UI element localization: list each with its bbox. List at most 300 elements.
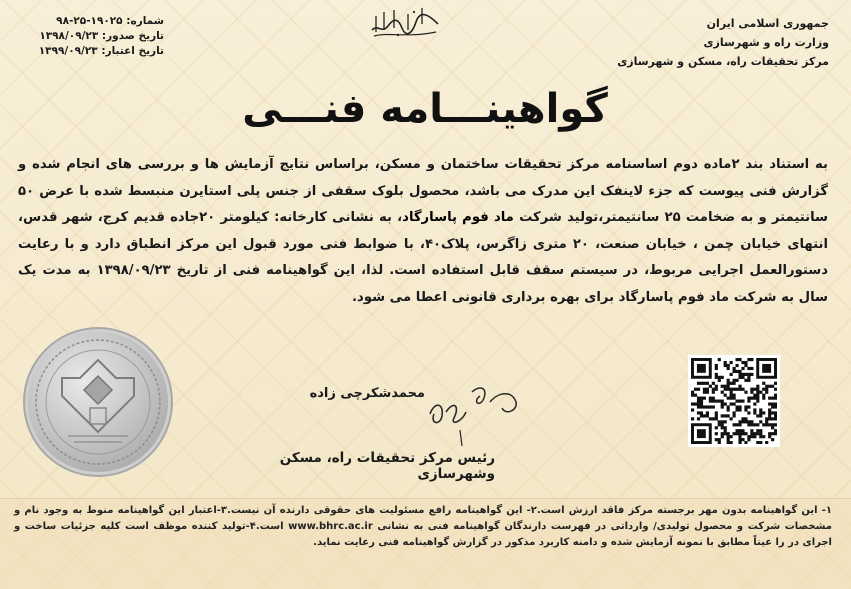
qr-module <box>771 385 774 388</box>
qr-module <box>700 402 703 405</box>
qr-module <box>700 382 703 385</box>
footer-notes: ۱- این گواهینامه بدون مهر برجسته مرکز فاقد ارزش است.۲- این گواهینامه رافع مسئولیت های حقوقی دارنده آن نیست.۳-اعتبار این گواهینامه منوط به وجود نام و مشخصات شرکت و محصول تولیدی/ وارداتی در فهرست دارندگان گواهینامه فنی به نشانی www.bhrc.ac.ir است.۴-تولید کننده موظف است کلیه جزئیات ساخت و اجرای در را عیناً مطابق با نمونه آزمایش شده و دامنه کاربرد مذکور در گزارش گواهینامه فنی رعایت نماید. <box>14 505 832 548</box>
qr-module <box>718 441 721 444</box>
meta-number <box>14 14 164 29</box>
qr-module <box>730 373 733 376</box>
qr-module <box>741 400 744 403</box>
qr-module <box>744 441 747 444</box>
issuer-block <box>599 14 829 71</box>
qr-module <box>771 397 774 400</box>
qr-module <box>774 394 777 397</box>
qr-module <box>738 429 741 432</box>
qr-module <box>747 438 750 441</box>
qr-module <box>724 364 727 367</box>
qr-module <box>727 438 730 441</box>
qr-module <box>753 432 756 435</box>
qr-module <box>738 373 741 376</box>
qr-module <box>700 397 703 400</box>
qr-module <box>712 417 715 420</box>
qr-module <box>747 405 750 408</box>
qr-module <box>741 373 744 376</box>
qr-module <box>756 414 759 417</box>
qr-module <box>756 441 759 444</box>
qr-module <box>709 417 712 420</box>
body-text-part2: ، به نشانی کارخانه: کیلومتر ۲۰جاده قدیم کرج، شهر قدس، انتهای خیابان چمن ، خیابان صنعت، ۲۰ متری زاگرس، پلاک۴۰، با ضوابط فنی مورد قبول این مرکز انطباق دارد و با رعایت دستورالعمل اجرایی مربوط، در سیستم سقف قابل استفاده است. لذا، این گواهینامه فنی از تاریخ ۱۳۹۸/۰۹/۲۳ به مدت یک سال به شرکت ماد فوم پاسارگاد برای بهره برداری قانونی اعطا می شود. <box>18 210 828 305</box>
qr-module <box>733 367 736 370</box>
qr-module <box>721 414 724 417</box>
qr-module <box>721 435 724 438</box>
qr-module <box>750 397 753 400</box>
meta-issue-date <box>14 29 164 44</box>
qr-module <box>721 391 724 394</box>
issuer-line-center: مرکز تحقیقات راه، مسکن و شهرسازی <box>617 55 829 68</box>
qr-module <box>718 420 721 423</box>
qr-module <box>733 423 736 426</box>
qr-module <box>718 438 721 441</box>
qr-module <box>730 402 733 405</box>
qr-module <box>738 376 741 379</box>
qr-module <box>771 432 774 435</box>
qr-module <box>709 405 712 408</box>
qr-module <box>753 435 756 438</box>
qr-module <box>727 408 730 411</box>
seal-emblem-icon <box>28 332 168 472</box>
qr-module <box>771 402 774 405</box>
qr-module <box>703 388 706 391</box>
qr-module <box>759 435 762 438</box>
qr-module <box>715 388 718 391</box>
embossed-seal <box>28 332 168 472</box>
meta-issue-label: تاریخ صدور: <box>101 30 164 42</box>
qr-module <box>727 405 730 408</box>
qr-module <box>691 417 694 420</box>
qr-module <box>735 400 738 403</box>
qr-module <box>744 408 747 411</box>
qr-module <box>730 435 733 438</box>
qr-module <box>738 420 741 423</box>
qr-module <box>741 388 744 391</box>
meta-number-value: ۱۹۰۲۵-۲۵-۹۸ <box>56 15 123 27</box>
qr-module <box>694 388 697 391</box>
qr-module <box>703 405 706 408</box>
qr-module <box>765 441 768 444</box>
qr-module <box>724 420 727 423</box>
qr-module <box>715 411 718 414</box>
qr-module <box>753 411 756 414</box>
qr-module <box>727 367 730 370</box>
meta-issue-value: ۱۳۹۸/۰۹/۲۳ <box>39 30 99 42</box>
qr-module <box>762 397 765 400</box>
qr-module <box>724 361 727 364</box>
qr-module <box>738 358 741 361</box>
qr-module <box>735 408 738 411</box>
qr-module <box>733 414 736 417</box>
qr-module <box>741 420 744 423</box>
qr-module <box>712 388 715 391</box>
qr-module <box>700 405 703 408</box>
qr-module <box>756 385 759 388</box>
qr-module <box>715 364 718 367</box>
qr-module <box>735 429 738 432</box>
qr-module <box>738 438 741 441</box>
qr-module <box>718 376 721 379</box>
qr-module <box>750 432 753 435</box>
qr-module <box>768 423 771 426</box>
qr-module <box>747 400 750 403</box>
qr-module <box>747 420 750 423</box>
qr-module <box>771 417 774 420</box>
qr-module <box>747 379 750 382</box>
qr-module <box>774 432 777 435</box>
qr-module <box>735 379 738 382</box>
qr-module <box>738 408 741 411</box>
qr-module <box>706 382 709 385</box>
qr-module <box>738 435 741 438</box>
qr-module <box>768 408 771 411</box>
qr-module <box>741 417 744 420</box>
qr-module <box>744 379 747 382</box>
qr-module <box>735 405 738 408</box>
qr-module <box>753 402 756 405</box>
qr-module <box>730 394 733 397</box>
qr-module <box>718 400 721 403</box>
qr-module <box>697 405 700 408</box>
qr-module <box>756 391 759 394</box>
qr-module <box>733 382 736 385</box>
qr-module <box>744 417 747 420</box>
qr-module <box>735 364 738 367</box>
qr-module <box>730 441 733 444</box>
qr-module <box>762 411 765 414</box>
qr-module <box>750 388 753 391</box>
qr-module <box>724 402 727 405</box>
qr-module <box>741 432 744 435</box>
qr-module <box>715 426 718 429</box>
qr-module <box>715 432 718 435</box>
company-name: ماد فوم پاسارگاد <box>402 210 514 225</box>
qr-module <box>744 364 747 367</box>
qr-module <box>753 408 756 411</box>
qr-module <box>768 411 771 414</box>
qr-module <box>712 405 715 408</box>
qr-module <box>697 411 700 414</box>
qr-module <box>765 391 768 394</box>
qr-module <box>706 411 709 414</box>
qr-module <box>747 367 750 370</box>
qr-module <box>768 414 771 417</box>
qr-module <box>709 400 712 403</box>
qr-module <box>750 373 753 376</box>
qr-module <box>774 405 777 408</box>
qr-module <box>735 358 738 361</box>
qr-module <box>771 411 774 414</box>
meta-valid-label: تاریخ اعتبار: <box>101 45 164 57</box>
qr-module <box>733 370 736 373</box>
signer-title: رئیس مرکز تحقیقات راه، مسکن وشهرسازی <box>279 450 495 482</box>
qr-module <box>730 361 733 364</box>
qr-module <box>759 391 762 394</box>
qr-module <box>750 358 753 361</box>
qr-module <box>750 391 753 394</box>
qr-module <box>697 382 700 385</box>
qr-module <box>750 423 753 426</box>
qr-module <box>703 414 706 417</box>
qr-module <box>709 397 712 400</box>
qr-module <box>738 400 741 403</box>
qr-module <box>774 402 777 405</box>
qr-module <box>712 400 715 403</box>
qr-module <box>691 391 694 394</box>
qr-module <box>727 379 730 382</box>
qr-module <box>774 429 777 432</box>
qr-module <box>691 402 694 405</box>
qr-module <box>733 388 736 391</box>
qr-module <box>727 435 730 438</box>
qr-module <box>724 432 727 435</box>
qr-module <box>721 402 724 405</box>
qr-code-icon <box>691 358 777 444</box>
qr-module <box>762 388 765 391</box>
qr-module <box>741 429 744 432</box>
qr-module <box>709 385 712 388</box>
qr-module <box>727 388 730 391</box>
qr-module <box>694 402 697 405</box>
qr-module <box>735 423 738 426</box>
qr-module <box>715 414 718 417</box>
issuer-line-country: جمهوری اسلامی ایران <box>706 17 829 30</box>
qr-module <box>768 432 771 435</box>
qr-module <box>730 388 733 391</box>
meta-number-label: شماره: <box>126 15 164 27</box>
qr-finder-pattern <box>697 364 706 373</box>
qr-module <box>721 423 724 426</box>
qr-module <box>753 397 756 400</box>
qr-module <box>724 388 727 391</box>
qr-module <box>733 394 736 397</box>
qr-module <box>747 423 750 426</box>
qr-module <box>697 402 700 405</box>
qr-module <box>738 370 741 373</box>
body-text-part1: به استناد بند ۲ماده دوم اساسنامه مرکز تحقیقات ساختمان و مسکن، براساس نتایج آزمایش ها و بررسی های انجام شده و گزارش فنی پیوست که جزء لاینفک این مدرک می باشد، محصول بلوک سقفی از جنس پلی استایرن منبسط شده با عرض ۵۰ سانتیمتر و به ضخامت ۲۵ سانتیمتر،تولید شرکت <box>18 157 828 225</box>
certificate-meta <box>14 14 164 59</box>
qr-module <box>765 423 768 426</box>
meta-valid-date <box>14 44 164 59</box>
qr-module <box>727 432 730 435</box>
qr-module <box>691 408 694 411</box>
qr-module <box>727 385 730 388</box>
qr-module <box>712 382 715 385</box>
qr-module <box>759 420 762 423</box>
qr-module <box>768 417 771 420</box>
qr-module <box>721 400 724 403</box>
qr-module <box>697 417 700 420</box>
qr-module <box>727 441 730 444</box>
qr-module <box>774 414 777 417</box>
qr-module <box>750 429 753 432</box>
qr-module <box>774 388 777 391</box>
qr-module <box>762 423 765 426</box>
qr-module <box>765 385 768 388</box>
qr-module <box>735 388 738 391</box>
qr-module <box>727 414 730 417</box>
qr-module <box>762 382 765 385</box>
qr-module <box>762 394 765 397</box>
qr-module <box>759 432 762 435</box>
qr-module <box>747 397 750 400</box>
qr-module <box>718 358 721 361</box>
qr-module <box>744 361 747 364</box>
qr-module <box>774 417 777 420</box>
qr-module <box>765 388 768 391</box>
qr-module <box>733 411 736 414</box>
qr-module <box>727 397 730 400</box>
qr-module <box>744 420 747 423</box>
qr-module <box>700 414 703 417</box>
qr-module <box>738 423 741 426</box>
qr-module <box>694 394 697 397</box>
qr-module <box>771 426 774 429</box>
qr-module <box>759 441 762 444</box>
qr-module <box>697 388 700 391</box>
qr-module <box>733 379 736 382</box>
qr-module <box>762 435 765 438</box>
qr-module <box>759 408 762 411</box>
issuer-line-ministry: وزارت راه و شهرسازی <box>703 36 829 49</box>
qr-module <box>738 432 741 435</box>
qr-module <box>733 432 736 435</box>
qr-module <box>759 429 762 432</box>
qr-module <box>768 385 771 388</box>
qr-module <box>715 376 718 379</box>
qr-module <box>756 397 759 400</box>
qr-module <box>753 394 756 397</box>
qr-finder-pattern <box>697 429 706 438</box>
qr-module <box>756 388 759 391</box>
qr-module <box>703 382 706 385</box>
qr-module <box>756 429 759 432</box>
qr-module <box>768 402 771 405</box>
qr-module <box>715 373 718 376</box>
qr-module <box>733 397 736 400</box>
qr-module <box>712 397 715 400</box>
qr-finder-pattern <box>762 364 771 373</box>
qr-module <box>700 411 703 414</box>
qr-module <box>715 417 718 420</box>
qr-module <box>744 432 747 435</box>
meta-valid-value: ۱۳۹۹/۰۹/۲۳ <box>38 45 98 57</box>
qr-module <box>771 405 774 408</box>
qr-module <box>750 435 753 438</box>
qr-module <box>721 420 724 423</box>
qr-module <box>721 432 724 435</box>
qr-module <box>774 382 777 385</box>
signer-name: محمدشکرچی زاده <box>309 386 425 401</box>
certificate-body <box>18 152 828 311</box>
qr-module <box>735 370 738 373</box>
qr-module <box>712 391 715 394</box>
qr-module <box>706 414 709 417</box>
qr-module <box>765 417 768 420</box>
qr-module <box>691 394 694 397</box>
qr-module <box>744 373 747 376</box>
qr-module <box>730 391 733 394</box>
qr-module <box>706 388 709 391</box>
qr-module <box>721 376 724 379</box>
qr-module <box>771 438 774 441</box>
qr-module <box>738 385 741 388</box>
qr-module <box>724 426 727 429</box>
qr-module <box>750 420 753 423</box>
qr-module <box>774 397 777 400</box>
qr-module <box>756 394 759 397</box>
qr-module <box>774 411 777 414</box>
qr-module <box>721 405 724 408</box>
qr-module <box>747 376 750 379</box>
qr-module <box>727 364 730 367</box>
qr-module <box>774 423 777 426</box>
qr-module <box>759 414 762 417</box>
qr-module <box>727 382 730 385</box>
qr-module <box>706 405 709 408</box>
basmala-calligraphy <box>368 4 442 40</box>
qr-module <box>715 367 718 370</box>
qr-module <box>703 391 706 394</box>
qr-module <box>730 382 733 385</box>
qr-module <box>718 423 721 426</box>
qr-module <box>741 376 744 379</box>
qr-module <box>730 397 733 400</box>
qr-module <box>750 367 753 370</box>
qr-module <box>718 379 721 382</box>
qr-module <box>715 438 718 441</box>
qr-module <box>724 385 727 388</box>
qr-module <box>741 367 744 370</box>
qr-module <box>721 385 724 388</box>
qr-code[interactable] <box>688 355 780 447</box>
certificate-title: گواهینـــامه فنـــی <box>242 86 608 132</box>
qr-module <box>724 394 727 397</box>
qr-module <box>765 420 768 423</box>
qr-module <box>706 391 709 394</box>
qr-module <box>715 400 718 403</box>
qr-module <box>768 397 771 400</box>
qr-module <box>756 423 759 426</box>
qr-module <box>730 417 733 420</box>
qr-module <box>759 411 762 414</box>
qr-module <box>741 361 744 364</box>
qr-module <box>700 400 703 403</box>
qr-module <box>738 441 741 444</box>
qr-module <box>735 432 738 435</box>
qr-module <box>756 432 759 435</box>
qr-module <box>703 397 706 400</box>
qr-module <box>768 435 771 438</box>
qr-module <box>756 400 759 403</box>
qr-module <box>744 405 747 408</box>
qr-module <box>697 397 700 400</box>
qr-module <box>747 358 750 361</box>
qr-module <box>741 438 744 441</box>
qr-module <box>747 373 750 376</box>
qr-module <box>721 426 724 429</box>
qr-module <box>753 423 756 426</box>
qr-module <box>747 411 750 414</box>
qr-module <box>724 414 727 417</box>
qr-module <box>747 435 750 438</box>
handwritten-signature <box>420 372 530 452</box>
qr-module <box>724 429 727 432</box>
qr-module <box>753 388 756 391</box>
